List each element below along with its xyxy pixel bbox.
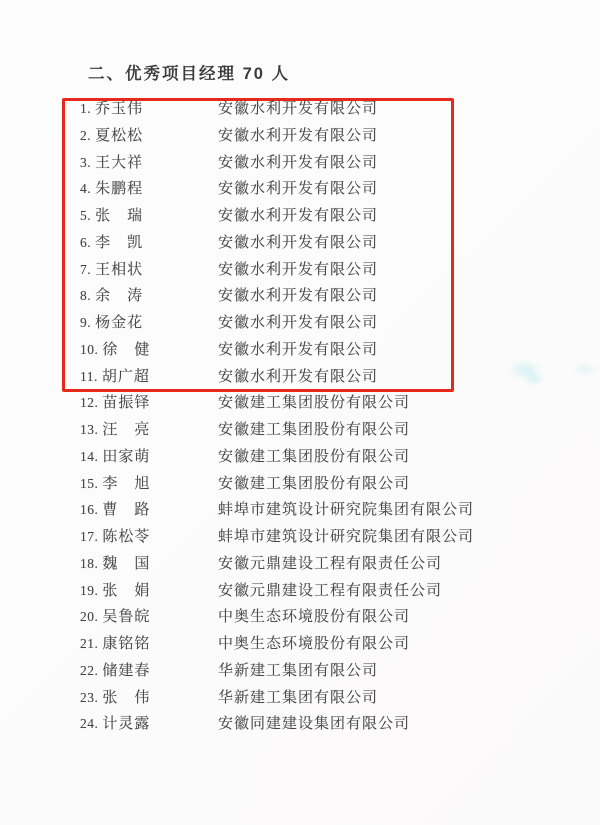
list-item <box>0 604 600 631</box>
person-name: 张 伟 <box>102 689 151 706</box>
rank-and-name <box>80 658 218 685</box>
item-number: 4. <box>80 181 92 197</box>
list-item <box>0 364 600 391</box>
rank-and-name <box>80 417 218 444</box>
person-name: 李 旭 <box>102 475 151 492</box>
person-name: 朱鹏程 <box>95 181 144 198</box>
list-item <box>0 176 600 203</box>
item-number: 7. <box>80 261 92 277</box>
list-item <box>0 230 600 257</box>
item-number: 22. <box>80 662 99 678</box>
person-name: 余 涛 <box>95 288 144 305</box>
item-number: 3. <box>80 154 92 170</box>
rank-and-name <box>80 604 218 631</box>
rank-and-name <box>80 230 218 257</box>
item-number: 15. <box>80 475 99 491</box>
item-number: 10. <box>80 341 99 357</box>
rank-and-name <box>80 283 218 310</box>
company-name: 安徽建工集团股份有限公司 <box>218 448 411 465</box>
rank-and-name <box>80 96 218 123</box>
rank-and-name <box>80 551 218 578</box>
list-item <box>0 310 600 337</box>
rank-and-name <box>80 631 218 658</box>
company-name: 蚌埠市建筑设计研究院集团有限公司 <box>218 502 475 519</box>
item-number: 24. <box>80 716 99 732</box>
rank-and-name <box>80 310 218 337</box>
company-name: 蚌埠市建筑设计研究院集团有限公司 <box>218 529 475 545</box>
person-name: 乔玉伟 <box>95 101 144 117</box>
item-number: 16. <box>80 502 99 518</box>
list-item <box>0 390 600 417</box>
list-item <box>0 471 600 498</box>
rank-and-name <box>80 444 218 471</box>
rank-and-name <box>80 578 218 605</box>
person-name: 徐 健 <box>102 341 151 358</box>
list-item <box>0 150 600 177</box>
company-name: 华新建工集团有限公司 <box>218 689 379 706</box>
item-number: 1. <box>80 101 92 116</box>
person-name: 计灵露 <box>102 716 151 733</box>
list-item <box>0 123 600 150</box>
rank-and-name <box>80 257 218 284</box>
person-name: 夏松松 <box>95 127 144 144</box>
list-item <box>0 96 600 123</box>
company-name: 安徽水利开发有限公司 <box>218 261 379 278</box>
person-name: 康铭铭 <box>102 636 151 652</box>
rank-and-name <box>80 176 218 203</box>
item-number: 20. <box>80 609 99 625</box>
list-item <box>0 203 600 230</box>
rank-and-name <box>80 150 218 177</box>
manager-list <box>0 96 600 738</box>
company-name: 安徽水利开发有限公司 <box>218 127 379 144</box>
item-number: 8. <box>80 288 92 304</box>
list-item <box>0 417 600 444</box>
person-name: 储建春 <box>102 662 151 679</box>
person-name: 汪 亮 <box>102 422 151 438</box>
company-name: 中奥生态环境股份有限公司 <box>218 636 411 652</box>
company-name: 安徽元鼎建设工程有限责任公司 <box>218 555 443 572</box>
rank-and-name <box>80 524 218 551</box>
company-name: 安徽水利开发有限公司 <box>218 154 379 171</box>
company-name: 安徽水利开发有限公司 <box>218 288 379 305</box>
item-number: 14. <box>80 448 99 464</box>
company-name: 华新建工集团有限公司 <box>218 662 379 679</box>
company-name: 安徽建工集团股份有限公司 <box>218 475 411 492</box>
item-number: 12. <box>80 395 99 411</box>
person-name: 田家萌 <box>102 448 151 465</box>
list-item <box>0 685 600 712</box>
person-name: 杨金花 <box>95 315 144 331</box>
list-item <box>0 551 600 578</box>
person-name: 张 娟 <box>102 582 151 599</box>
item-number: 11. <box>80 368 98 384</box>
list-item <box>0 497 600 524</box>
list-item <box>0 524 600 551</box>
item-number: 17. <box>80 529 99 544</box>
item-number: 6. <box>80 234 92 250</box>
rank-and-name <box>80 471 218 498</box>
company-name: 安徽水利开发有限公司 <box>218 181 379 198</box>
item-number: 18. <box>80 555 99 571</box>
company-name: 安徽水利开发有限公司 <box>218 341 379 358</box>
person-name: 张 瑞 <box>95 208 144 224</box>
rank-and-name <box>80 364 218 391</box>
company-name: 安徽水利开发有限公司 <box>218 101 379 117</box>
person-name: 苗振铎 <box>102 395 151 412</box>
person-name: 陈松苓 <box>102 529 151 545</box>
item-number: 13. <box>80 422 99 437</box>
person-name: 魏 国 <box>102 555 151 572</box>
rank-and-name <box>80 203 218 230</box>
list-item <box>0 578 600 605</box>
rank-and-name <box>80 711 218 738</box>
person-name: 李 凯 <box>95 234 144 251</box>
person-name: 王相状 <box>95 261 144 278</box>
item-number: 9. <box>80 315 92 330</box>
company-name: 安徽水利开发有限公司 <box>218 208 379 224</box>
person-name: 吴鲁皖 <box>102 609 151 626</box>
list-item <box>0 337 600 364</box>
company-name: 安徽建工集团股份有限公司 <box>218 395 411 412</box>
company-name: 安徽水利开发有限公司 <box>218 368 379 385</box>
company-name: 安徽建工集团股份有限公司 <box>218 422 411 438</box>
rank-and-name <box>80 123 218 150</box>
item-number: 2. <box>80 127 92 143</box>
item-number: 19. <box>80 582 99 598</box>
section-heading: 二、优秀项目经理 70 人 <box>88 65 291 83</box>
company-name: 安徽水利开发有限公司 <box>218 234 379 251</box>
item-number: 23. <box>80 689 99 705</box>
list-item <box>0 658 600 685</box>
company-name: 安徽元鼎建设工程有限责任公司 <box>218 582 443 599</box>
person-name: 王大祥 <box>95 154 144 171</box>
item-number: 5. <box>80 208 92 223</box>
company-name: 中奥生态环境股份有限公司 <box>218 609 411 626</box>
list-item <box>0 711 600 738</box>
rank-and-name <box>80 337 218 364</box>
company-name: 安徽水利开发有限公司 <box>218 315 379 331</box>
person-name: 曹 路 <box>102 502 151 519</box>
list-item <box>0 283 600 310</box>
list-item <box>0 444 600 471</box>
list-item <box>0 631 600 658</box>
person-name: 胡广超 <box>101 368 150 385</box>
rank-and-name <box>80 685 218 712</box>
company-name: 安徽同建建设集团有限公司 <box>218 716 411 733</box>
list-item <box>0 257 600 284</box>
item-number: 21. <box>80 636 99 651</box>
rank-and-name <box>80 497 218 524</box>
rank-and-name <box>80 390 218 417</box>
